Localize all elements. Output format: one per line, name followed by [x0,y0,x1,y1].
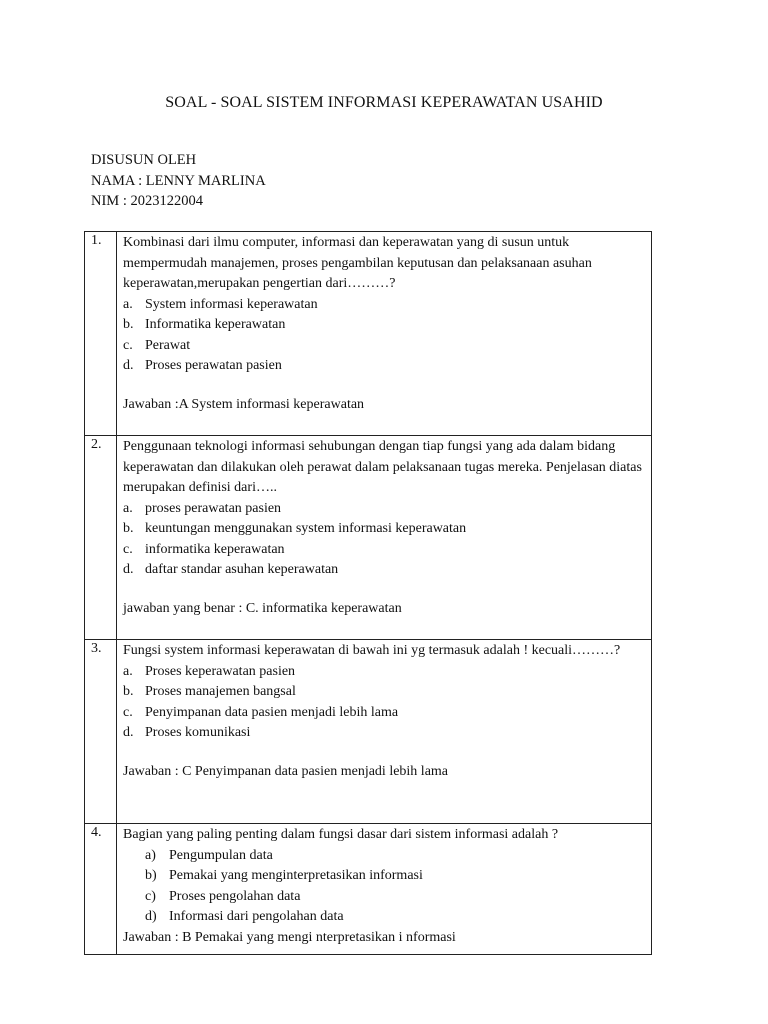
option-item [123,519,645,540]
option-letter: a. [123,500,133,516]
question-cell [117,824,652,955]
author-heading: DISUSUN OLEH [91,152,197,168]
option-item [123,723,645,744]
option-item [123,499,645,520]
option-letter: d. [123,562,134,577]
option-text: Informasi dari pengolahan data [169,909,344,924]
question-number: 3. [85,640,117,824]
option-item [123,315,645,336]
option-text: Proses perawatan pasien [145,358,282,373]
option-text: Penyimpanan data pasien menjadi lebih lama [145,704,399,720]
question-number: 2. [85,436,117,640]
answer-text: Jawaban :A System informasi keperawatan [123,396,365,412]
option-list [123,295,645,377]
question-text: Kombinasi dari ilmu computer, informasi dan keperawatan yang di susun untuk mempermudah manajemen, proses pengambilan keputusan dan pelaksanaan asuhan keperawatan,merupakan pengertian dari………? [123,235,592,291]
author-name: NAMA : LENNY MARLINA [91,172,266,189]
author-block [91,150,266,212]
option-text: proses perawatan pasien [145,500,282,516]
answer-text: Jawaban : C Penyimpanan data pasien menjadi lebih lama [123,763,449,779]
page-title: SOAL - SOAL SISTEM INFORMASI KEPERAWATAN USAHID [165,94,603,111]
option-letter: b. [123,684,134,699]
option-text: keuntungan menggunakan system informasi keperawatan [145,521,467,536]
question-row [85,824,652,955]
question-cell [117,640,652,824]
option-item [123,703,645,724]
option-text: Proses manajemen bangsal [145,684,296,699]
option-text: informatika keperawatan [145,541,285,557]
question-row [85,232,652,436]
question-cell [117,436,652,640]
question-number: 1. [85,232,117,436]
option-letter: c. [123,704,133,720]
option-letter: d. [123,725,134,740]
option-item [123,356,645,377]
question-text: Penggunaan teknologi informasi sehubungan dengan tiap fungsi yang ada dalam bidang keperawatan dan dilakukan oleh perawat dalam pelaksanaan tugas mereka. Penjelasan diatas merupakan definisi dari….. [123,439,642,495]
option-item [123,907,645,928]
option-text: Proses pengolahan data [169,888,301,904]
option-letter: c. [123,541,133,557]
question-cell [117,232,652,436]
option-text: Proses keperawatan pasien [145,663,296,679]
option-list [123,846,645,928]
option-item [123,682,645,703]
question-row [85,436,652,640]
question-text: Bagian yang paling penting dalam fungsi dasar dari sistem informasi adalah ? [123,827,559,842]
option-letter: b. [123,317,134,332]
option-item [123,662,645,683]
option-list [123,499,645,581]
option-text: Proses komunikasi [145,725,251,740]
option-letter: b. [123,521,134,536]
option-text: Perawat [145,337,191,353]
option-item [123,560,645,581]
question-row [85,640,652,824]
option-letter: c) [145,888,156,904]
option-list [123,662,645,744]
author-nim: NIM : 2023122004 [91,193,203,209]
option-item [123,295,645,316]
option-letter: b) [145,868,157,883]
option-text: Informatika keperawatan [145,317,286,332]
option-text: Pengumpulan data [169,847,273,863]
option-letter: d) [145,909,157,924]
option-letter: c. [123,337,133,353]
option-letter: a) [145,847,156,863]
option-item [123,846,645,867]
option-text: daftar standar asuhan keperawatan [145,562,339,577]
option-item [123,540,645,561]
question-text: Fungsi system informasi keperawatan di bawah ini yg termasuk adalah ! kecuali………? [123,643,621,658]
question-table [84,231,652,955]
option-item [123,866,645,887]
option-item [123,336,645,357]
answer-text: jawaban yang benar : C. informatika keperawatan [123,600,402,616]
option-letter: d. [123,358,134,373]
option-text: System informasi keperawatan [145,296,318,312]
option-letter: a. [123,663,133,679]
option-letter: a. [123,296,133,312]
option-text: Pemakai yang menginterpretasikan informasi [169,868,423,883]
option-item [123,887,645,908]
question-number: 4. [85,824,117,955]
answer-text: Jawaban : B Pemakai yang mengi nterpretasikan i nformasi [123,929,456,945]
